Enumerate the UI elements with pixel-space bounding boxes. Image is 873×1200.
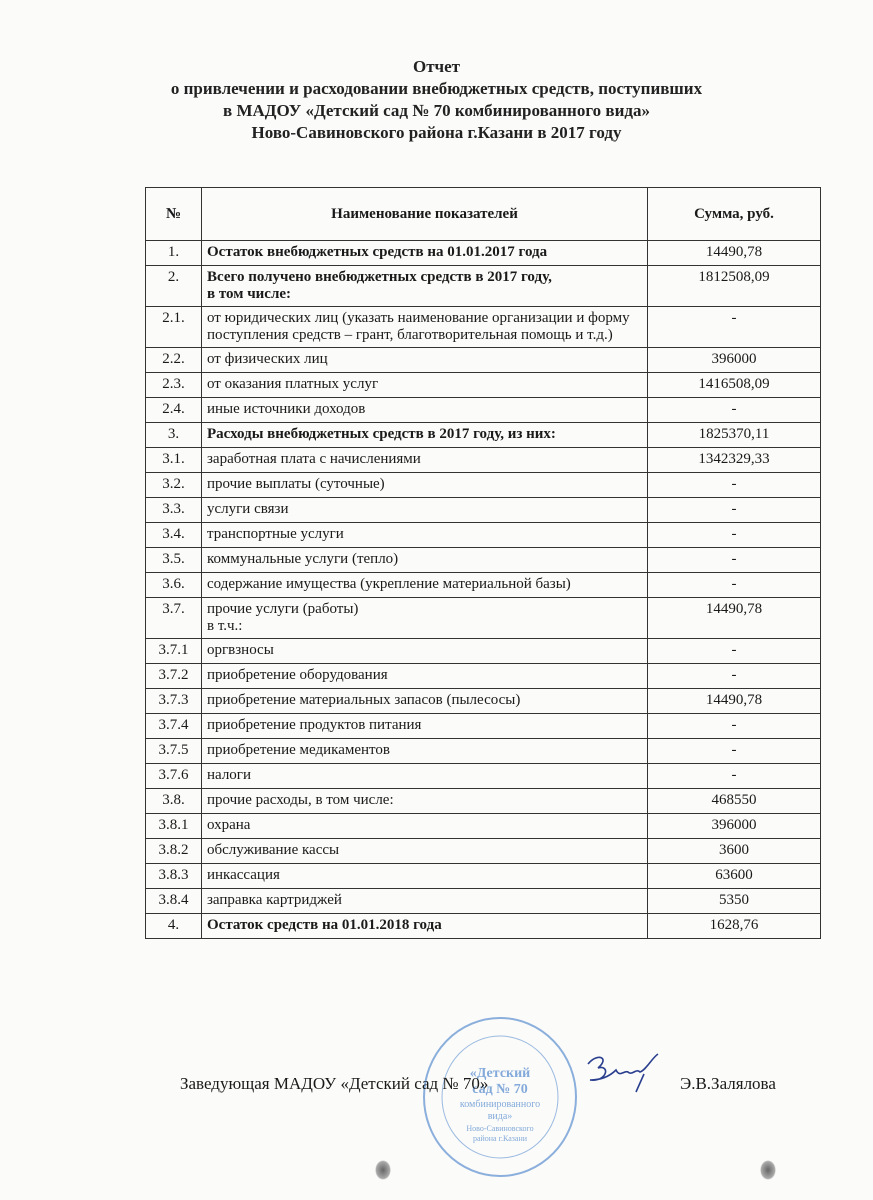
row-number: 2.2. — [146, 348, 202, 373]
row-number: 3.2. — [146, 473, 202, 498]
table-row — [146, 839, 821, 864]
row-number: 3.3. — [146, 498, 202, 523]
table-row — [146, 348, 821, 373]
svg-text:комбинированного: комбинированного — [459, 1099, 541, 1110]
row-name: Всего получено внебюджетных средств в 2017 году, в том числе: — [202, 266, 648, 307]
row-number: 1. — [146, 241, 202, 266]
row-name: Остаток внебюджетных средств на 01.01.2017 года — [202, 241, 648, 266]
row-number: 2.3. — [146, 373, 202, 398]
row-name: коммунальные услуги (тепло) — [202, 548, 648, 573]
title-line-4: Ново-Савиновского района г.Казани в 2017 году — [251, 123, 622, 142]
handwritten-signature — [580, 1050, 665, 1095]
row-number: 3.7.6 — [146, 764, 202, 789]
row-sum: 63600 — [648, 864, 821, 889]
row-number: 3.7.2 — [146, 664, 202, 689]
row-name: от юридических лиц (указать наименование организации и форму поступления средств – грант, благотворительная помощь и т.д.) — [202, 307, 648, 348]
row-number: 2. — [146, 266, 202, 307]
table-row — [146, 789, 821, 814]
table-row — [146, 573, 821, 598]
row-name: инкассация — [202, 864, 648, 889]
row-name: от оказания платных услуг — [202, 373, 648, 398]
row-name: Расходы внебюджетных средств в 2017 году, из них: — [202, 423, 648, 448]
table-row — [146, 889, 821, 914]
punch-hole-mark — [375, 1160, 391, 1180]
table-row — [146, 398, 821, 423]
row-sum: 1825370,11 — [648, 423, 821, 448]
row-sum: 5350 — [648, 889, 821, 914]
row-number: 3.8.1 — [146, 814, 202, 839]
row-sum: - — [648, 714, 821, 739]
row-number: 3.1. — [146, 448, 202, 473]
table-row — [146, 266, 821, 307]
table-row — [146, 664, 821, 689]
row-sum: 396000 — [648, 814, 821, 839]
row-name: услуги связи — [202, 498, 648, 523]
row-number: 3.8. — [146, 789, 202, 814]
row-name: прочие выплаты (суточные) — [202, 473, 648, 498]
row-number: 3.6. — [146, 573, 202, 598]
table-row — [146, 814, 821, 839]
header-sum: Сумма, руб. — [648, 188, 821, 241]
row-sum: 1342329,33 — [648, 448, 821, 473]
row-number: 3.8.4 — [146, 889, 202, 914]
row-sum: - — [648, 498, 821, 523]
row-sum: - — [648, 523, 821, 548]
row-sum: - — [648, 639, 821, 664]
row-sum: - — [648, 473, 821, 498]
table-row — [146, 548, 821, 573]
row-name: прочие расходы, в том числе: — [202, 789, 648, 814]
row-number: 3.5. — [146, 548, 202, 573]
table-row — [146, 498, 821, 523]
table-row — [146, 739, 821, 764]
row-sum: 468550 — [648, 789, 821, 814]
row-name: транспортные услуги — [202, 523, 648, 548]
svg-text:«Детский: «Детский — [469, 1066, 531, 1081]
row-number: 4. — [146, 914, 202, 939]
row-sum: 1416508,09 — [648, 373, 821, 398]
table-header-row — [146, 188, 821, 241]
row-sum: - — [648, 664, 821, 689]
row-name: прочие услуги (работы) в т.ч.: — [202, 598, 648, 639]
title-line-1: Отчет — [412, 57, 461, 76]
row-sum: - — [648, 573, 821, 598]
row-sum: - — [648, 764, 821, 789]
row-number: 3. — [146, 423, 202, 448]
report-table — [145, 187, 821, 939]
row-sum: 14490,78 — [648, 241, 821, 266]
table-row — [146, 864, 821, 889]
row-number: 3.4. — [146, 523, 202, 548]
row-name: обслуживание кассы — [202, 839, 648, 864]
table-row — [146, 914, 821, 939]
signature-position: Заведующая МАДОУ «Детский сад № 70» — [180, 1074, 489, 1093]
report-title — [0, 56, 873, 144]
row-name: заправка картриджей — [202, 889, 648, 914]
row-name: заработная плата с начислениями — [202, 448, 648, 473]
row-name: от физических лиц — [202, 348, 648, 373]
row-sum: - — [648, 739, 821, 764]
row-name: приобретение материальных запасов (пылесосы) — [202, 689, 648, 714]
row-number: 3.7.3 — [146, 689, 202, 714]
row-number: 2.4. — [146, 398, 202, 423]
organization-stamp — [420, 1015, 580, 1180]
row-number: 3.8.2 — [146, 839, 202, 864]
row-sum: 3600 — [648, 839, 821, 864]
title-line-3: в МАДОУ «Детский сад № 70 комбинированного вида» — [223, 101, 650, 120]
row-name: приобретение продуктов питания — [202, 714, 648, 739]
row-sum: 14490,78 — [648, 689, 821, 714]
svg-text:вида»: вида» — [487, 1111, 513, 1122]
row-sum: - — [648, 548, 821, 573]
table-row — [146, 689, 821, 714]
table-row — [146, 714, 821, 739]
row-number: 3.7. — [146, 598, 202, 639]
table-row — [146, 373, 821, 398]
row-sum: 14490,78 — [648, 598, 821, 639]
row-name: оргвзносы — [202, 639, 648, 664]
row-sum: 396000 — [648, 348, 821, 373]
row-sum: - — [648, 398, 821, 423]
signatory-name: Э.В.Залялова — [680, 1074, 776, 1093]
table-row — [146, 423, 821, 448]
row-sum: 1812508,09 — [648, 266, 821, 307]
table-row — [146, 764, 821, 789]
table-row — [146, 241, 821, 266]
row-name: иные источники доходов — [202, 398, 648, 423]
row-name: охрана — [202, 814, 648, 839]
table-row — [146, 448, 821, 473]
row-name: приобретение медикаментов — [202, 739, 648, 764]
row-number: 3.7.4 — [146, 714, 202, 739]
table-row — [146, 639, 821, 664]
table-row — [146, 523, 821, 548]
svg-text:Ново-Савиновского: Ново-Савиновского — [466, 1124, 534, 1133]
table-row — [146, 307, 821, 348]
row-number: 3.7.5 — [146, 739, 202, 764]
row-name: налоги — [202, 764, 648, 789]
row-sum: 1628,76 — [648, 914, 821, 939]
row-name: содержание имущества (укрепление материальной базы) — [202, 573, 648, 598]
svg-text:сад № 70: сад № 70 — [472, 1082, 528, 1097]
punch-hole-mark — [760, 1160, 776, 1180]
row-sum: - — [648, 307, 821, 348]
header-name: Наименование показателей — [202, 188, 648, 241]
row-number: 2.1. — [146, 307, 202, 348]
row-name: приобретение оборудования — [202, 664, 648, 689]
table-row — [146, 598, 821, 639]
title-line-2: о привлечении и расходовании внебюджетных средств, поступивших — [170, 79, 703, 98]
row-number: 3.7.1 — [146, 639, 202, 664]
table-row — [146, 473, 821, 498]
svg-text:района г.Казани: района г.Казани — [472, 1134, 528, 1143]
row-name: Остаток средств на 01.01.2018 года — [202, 914, 648, 939]
row-number: 3.8.3 — [146, 864, 202, 889]
header-number: № — [146, 188, 202, 241]
